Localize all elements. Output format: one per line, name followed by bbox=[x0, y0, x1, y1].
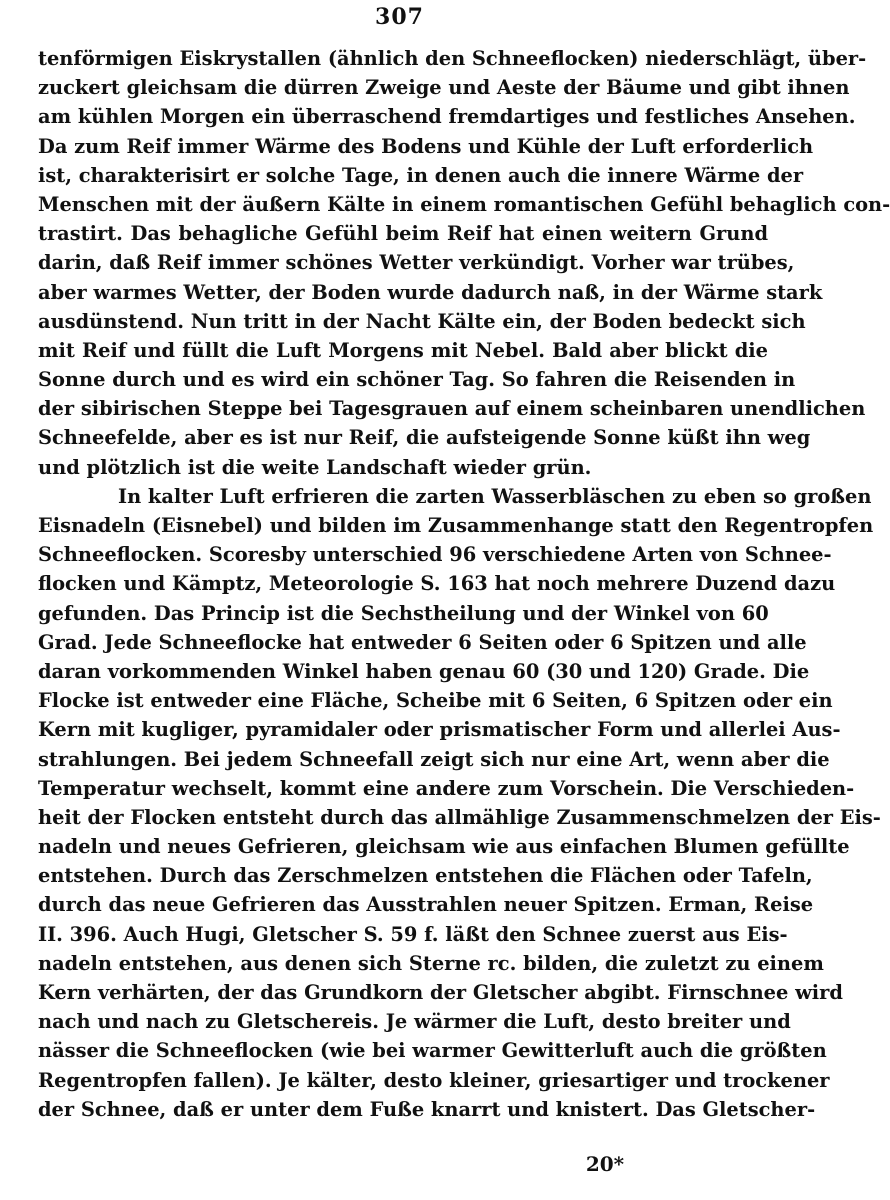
text-line: nadeln entstehen, aus denen sich Sterne rc. bilden, die zuletzt zu einem bbox=[38, 951, 824, 975]
text-line: Schneefelde, aber es ist nur Reif, die aufsteigende Sonne küßt ihn weg bbox=[38, 426, 811, 450]
text-line: strahlungen. Bei jedem Schneefall zeigt sich nur eine Art, wenn aber die bbox=[38, 747, 830, 771]
text-line: Schneeflocken. Scoresby unterschied 96 verschiedene Arten von Schnee- bbox=[38, 543, 832, 567]
text-line: Kern mit kugliger, pyramidaler oder prismatischer Form und allerlei Aus- bbox=[38, 718, 841, 742]
text-line: nach und nach zu Gletschereis. Je wärmer die Luft, desto breiter und bbox=[38, 1010, 791, 1034]
text-line: trastirt. Das behagliche Gefühl beim Reif hat einen weitern Grund bbox=[38, 222, 768, 246]
text-line: tenförmigen Eiskrystallen (ähnlich den Schneeflocken) niederschlägt, über- bbox=[38, 47, 867, 70]
paragraph-end-line: und plötzlich ist die weite Landschaft wieder grün. bbox=[38, 455, 592, 479]
text-line: zuckert gleichsam die dürren Zweige und Aeste der Bäume und gibt ihnen bbox=[38, 76, 850, 100]
text-line: Grad. Jede Schneeflocke hat entweder 6 Seiten oder 6 Spitzen und alle bbox=[38, 630, 807, 654]
page-number: 307 bbox=[375, 4, 424, 30]
text-line: Regentropfen fallen). Je kälter, desto kleiner, griesartiger und trockener bbox=[38, 1068, 830, 1092]
text-line: ist, charakterisirt er solche Tage, in denen auch die innere Wärme der bbox=[38, 163, 804, 187]
text-line: daran vorkommenden Winkel haben genau 60 (30 und 120) Grade. Die bbox=[38, 659, 810, 683]
text-line: aber warmes Wetter, der Boden wurde dadurch naß, in der Wärme stark bbox=[38, 280, 823, 304]
text-line: am kühlen Morgen ein überraschend fremdartiges und festliches Ansehen. bbox=[38, 105, 856, 129]
text-line: ausdünstend. Nun tritt in der Nacht Kälte ein, der Boden bedeckt sich bbox=[38, 309, 806, 333]
text-line: Eisnadeln (Eisnebel) und bilden im Zusammenhange statt den Regentropfen bbox=[38, 514, 874, 537]
text-line: durch das neue Gefrieren das Ausstrahlen neuer Spitzen. Erman, Reise bbox=[38, 893, 814, 917]
signature-mark: 20* bbox=[585, 1152, 625, 1176]
text-line: Menschen mit der äußern Kälte in einem romantischen Gefühl behaglich con- bbox=[38, 192, 890, 216]
text-line: flocken und Kämptz, Meteorologie S. 163 hat noch mehrere Duzend dazu bbox=[38, 572, 836, 596]
text-line: entstehen. Durch das Zerschmelzen entstehen die Flächen oder Tafeln, bbox=[38, 864, 813, 888]
text-line: Sonne durch und es wird ein schöner Tag. So fahren die Reisenden in bbox=[38, 368, 796, 392]
text-line: nadeln und neues Gefrieren, gleichsam wie aus einfachen Blumen gefüllte bbox=[38, 835, 850, 859]
text-line: Temperatur wechselt, kommt eine andere zum Vorschein. Die Verschieden- bbox=[38, 776, 855, 800]
text-line: darin, daß Reif immer schönes Wetter verkündigt. Vorher war trübes, bbox=[38, 251, 795, 275]
text-line: Da zum Reif immer Wärme des Bodens und Kühle der Luft erforderlich bbox=[38, 134, 814, 158]
text-line: mit Reif und füllt die Luft Morgens mit Nebel. Bald aber blickt die bbox=[38, 338, 768, 362]
paragraph-start-line: In kalter Luft erfrieren die zarten Wasserbläschen zu eben so großen bbox=[118, 484, 872, 508]
text-line: nässer die Schneeflocken (wie bei warmer Gewitterluft auch die größten bbox=[38, 1039, 827, 1063]
text-line: der Schnee, daß er unter dem Fuße knarrt und knistert. Das Gletscher- bbox=[38, 1097, 816, 1121]
text-line: gefunden. Das Princip ist die Sechstheilung und der Winkel von 60 bbox=[38, 601, 769, 625]
text-line: Flocke ist entweder eine Fläche, Scheibe mit 6 Seiten, 6 Spitzen oder ein bbox=[38, 689, 833, 713]
text-line: heit der Flocken entsteht durch das allmählige Zusammenschmelzen der Eis- bbox=[38, 805, 881, 829]
text-line: Kern verhärten, der das Grundkorn der Gletscher abgibt. Firnschnee wird bbox=[38, 981, 843, 1004]
text-line: der sibirischen Steppe bei Tagesgrauen auf einem scheinbaren unendlichen bbox=[38, 397, 866, 421]
text-line: II. 396. Auch Hugi, Gletscher S. 59 f. läßt den Schnee zuerst aus Eis- bbox=[38, 922, 788, 946]
body-text bbox=[38, 44, 890, 1124]
